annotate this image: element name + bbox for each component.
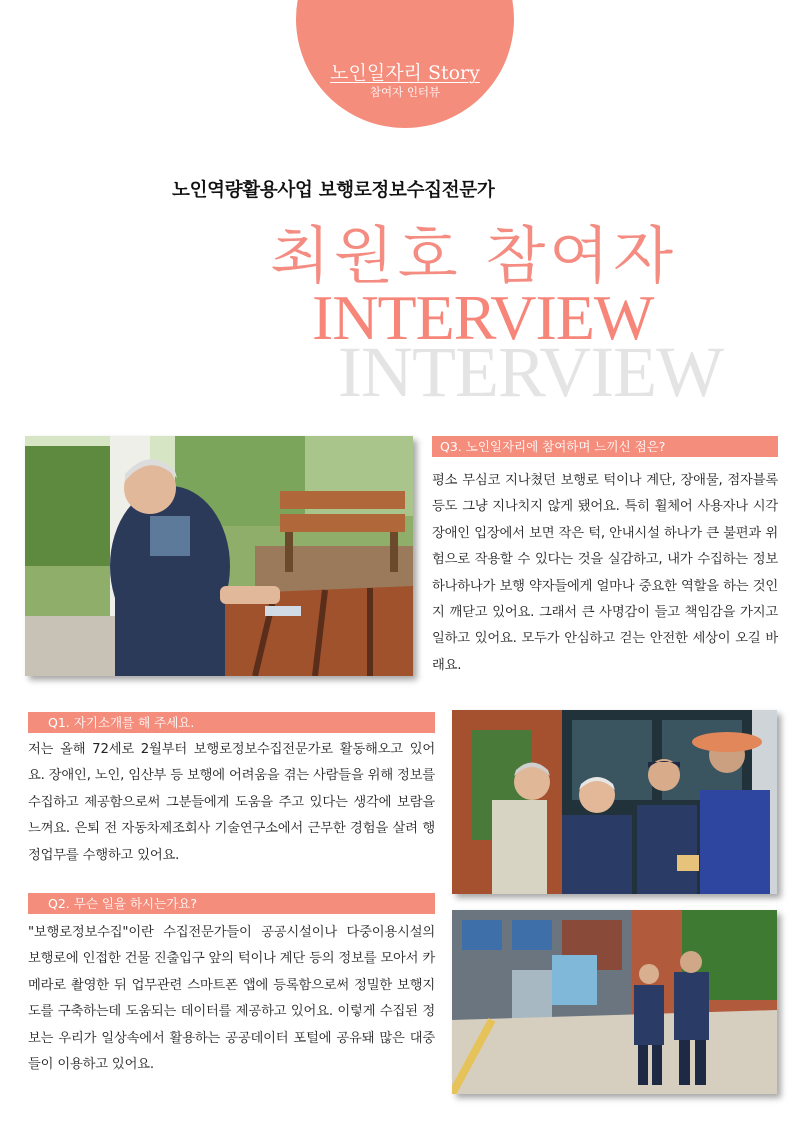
section-q3-answer: 평소 무심코 지나쳤던 보행로 턱이나 계단, 장애물, 점자블록 등도 그냥 지나치지 않게 됐어요. 특히 휠체어 사용자나 시각장애인 입장에서 보면 작은 턱, 안내시설 하나가 큰 불편과 위험으로 작용할 수 있다는 것을 실감하고, 내가 수집하는 정보 하나하나가 보행 약자들에게 얼마나 중요한 역할을 하는 것인지 깨닫고 있어요. 그래서 큰 사명감이 들고 책임감을 가지고 일하고 있어요. 모두가 안심하고 걷는 안전한 세상이 오길 바래요.	[432, 473, 778, 673]
photo-participant-bench	[25, 436, 413, 676]
photo-group-discussion	[452, 710, 777, 894]
section-q2-answer: "보행로정보수집"이란 수집전문가들이 공공시설이나 다중이용시설의 보행로에 인접한 건물 진출입구 앞의 턱이나 계단 등의 정보를 모아서 카메라로 촬영한 뒤 업무관련 스마트폰 앱에 등록함으로써 정밀한 보행지도를 구축하는데 도움되는 데이터를 제공하고 있어요. 이렇게 수집된 정보는 우리가 일상속에서 활용하는 공공데이터 포털에 공유돼 많은 대중들이 이용하고 있어요.	[28, 925, 435, 1073]
section-q3-title	[432, 436, 778, 457]
section-q2-title	[28, 893, 435, 914]
q3-title-text: Q3. 노인일자리에 참여하며 느끼신 점은?	[440, 439, 666, 454]
q1-title-text: Q1. 자기소개를 해 주세요.	[48, 715, 195, 730]
section-q1-answer: 저는 올해 72세로 2월부터 보행로정보수집전문가로 활동해오고 있어요. 장애인, 노인, 임산부 등 보행에 어려움을 겪는 사람들을 위해 정보를 수집하고 제공함으로써 그분들에게 도움을 주고 있다는 생각에 보람을 느껴요. 은퇴 전 자동차제조회사 기술연구소에서 근무한 경험을 살려 행정업무를 수행하고 있어요.	[28, 742, 435, 863]
interview-shadow-text: INTERVIEW	[338, 332, 724, 412]
q2-title-text: Q2. 무슨 일을 하시는가요?	[48, 896, 197, 911]
badge-title: 노인일자리 Story	[330, 62, 480, 84]
section-q1-title	[28, 712, 435, 733]
badge-subtitle: 참여자 인터뷰	[369, 85, 441, 99]
program-title: 노인역량활용사업 보행로정보수집전문가	[172, 180, 495, 201]
photo-workers-building-front	[452, 910, 777, 1094]
interviewee-name: 최원호 참여자	[270, 219, 678, 292]
interview-heading: INTERVIEW	[312, 282, 654, 353]
